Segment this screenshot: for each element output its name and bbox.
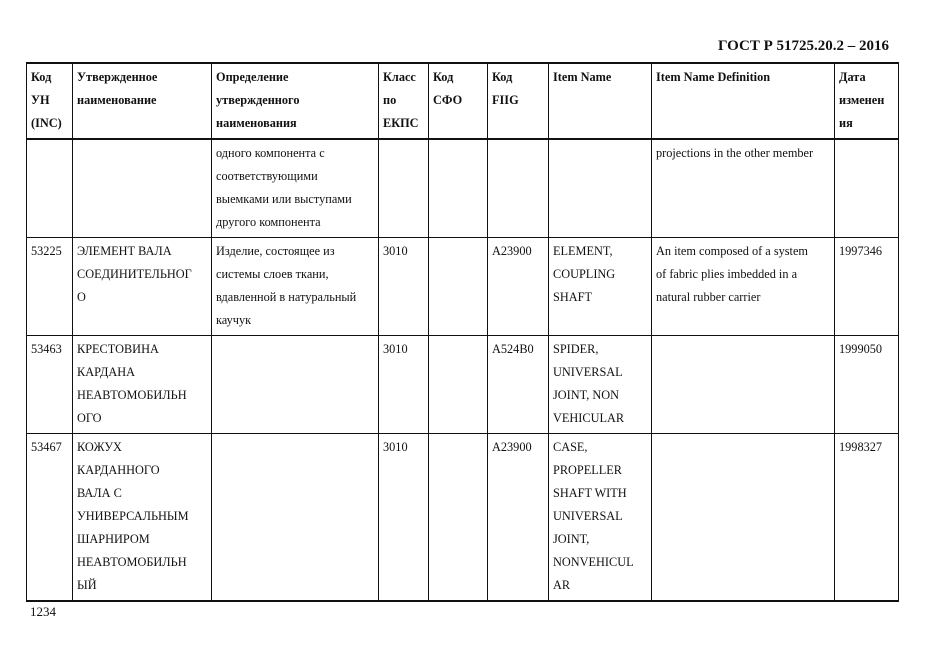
cell-item-definition (652, 434, 835, 602)
cell-fiig (488, 139, 549, 238)
cell-fiig: A23900 (488, 238, 549, 336)
cell-inc: 53463 (27, 336, 73, 434)
table-row (27, 434, 899, 602)
cell-approved-name: КОЖУХ КАРДАННОГО ВАЛА С УНИВЕРСАЛЬНЫМ ШАРНИРОМ НЕАВТОМОБИЛЬН ЫЙ (73, 434, 212, 602)
cell-inc (27, 139, 73, 238)
cell-date (835, 139, 899, 238)
catalog-table (26, 62, 899, 602)
cell-class (379, 139, 429, 238)
cell-sfo (429, 139, 488, 238)
cell-definition: Изделие, состоящее из системы слоев ткани, вдавленной в натуральный каучук (212, 238, 379, 336)
cell-inc: 53225 (27, 238, 73, 336)
header-sfo: Код СФО (429, 63, 488, 139)
cell-date: 1997346 (835, 238, 899, 336)
document-standard-header: ГОСТ Р 51725.20.2 – 2016 (717, 38, 889, 54)
header-fiig: Код FIIG (488, 63, 549, 139)
cell-sfo (429, 336, 488, 434)
cell-inc: 53467 (27, 434, 73, 602)
page-number: 1234 (30, 604, 56, 619)
table-row (27, 336, 899, 434)
cell-date: 1999050 (835, 336, 899, 434)
cell-item-name: CASE, PROPELLER SHAFT WITH UNIVERSAL JOINT, NONVEHICUL AR (549, 434, 652, 602)
cell-class: 3010 (379, 238, 429, 336)
cell-item-name: ELEMENT, COUPLING SHAFT (549, 238, 652, 336)
cell-class: 3010 (379, 434, 429, 602)
header-item-name-definition: Item Name Definition (652, 63, 835, 139)
cell-approved-name (73, 139, 212, 238)
cell-definition (212, 434, 379, 602)
table-header-row (27, 63, 899, 139)
header-name-definition: Определение утвержденного наименования (212, 63, 379, 139)
cell-fiig: A23900 (488, 434, 549, 602)
cell-date: 1998327 (835, 434, 899, 602)
cell-sfo (429, 434, 488, 602)
cell-approved-name: ЭЛЕМЕНТ ВАЛА СОЕДИНИТЕЛЬНОГ О (73, 238, 212, 336)
cell-definition: одного компонента с соответствующими выемками или выступами другого компонента (212, 139, 379, 238)
cell-fiig: A524B0 (488, 336, 549, 434)
header-item-name: Item Name (549, 63, 652, 139)
header-change-date: Дата изменен ия (835, 63, 899, 139)
cell-item-name (549, 139, 652, 238)
table-row (27, 238, 899, 336)
cell-definition (212, 336, 379, 434)
cell-class: 3010 (379, 336, 429, 434)
header-approved-name: Утвержденное наименование (73, 63, 212, 139)
cell-sfo (429, 238, 488, 336)
cell-item-definition (652, 336, 835, 434)
header-inc: Код УН (INC) (27, 63, 73, 139)
cell-approved-name: КРЕСТОВИНА КАРДАНА НЕАВТОМОБИЛЬН ОГО (73, 336, 212, 434)
header-class: Класс по ЕКПС (379, 63, 429, 139)
cell-item-definition: An item composed of a system of fabric plies imbedded in a natural rubber carrier (652, 238, 835, 336)
table-row (27, 139, 899, 238)
cell-item-name: SPIDER, UNIVERSAL JOINT, NON VEHICULAR (549, 336, 652, 434)
cell-item-definition: projections in the other member (652, 139, 835, 238)
